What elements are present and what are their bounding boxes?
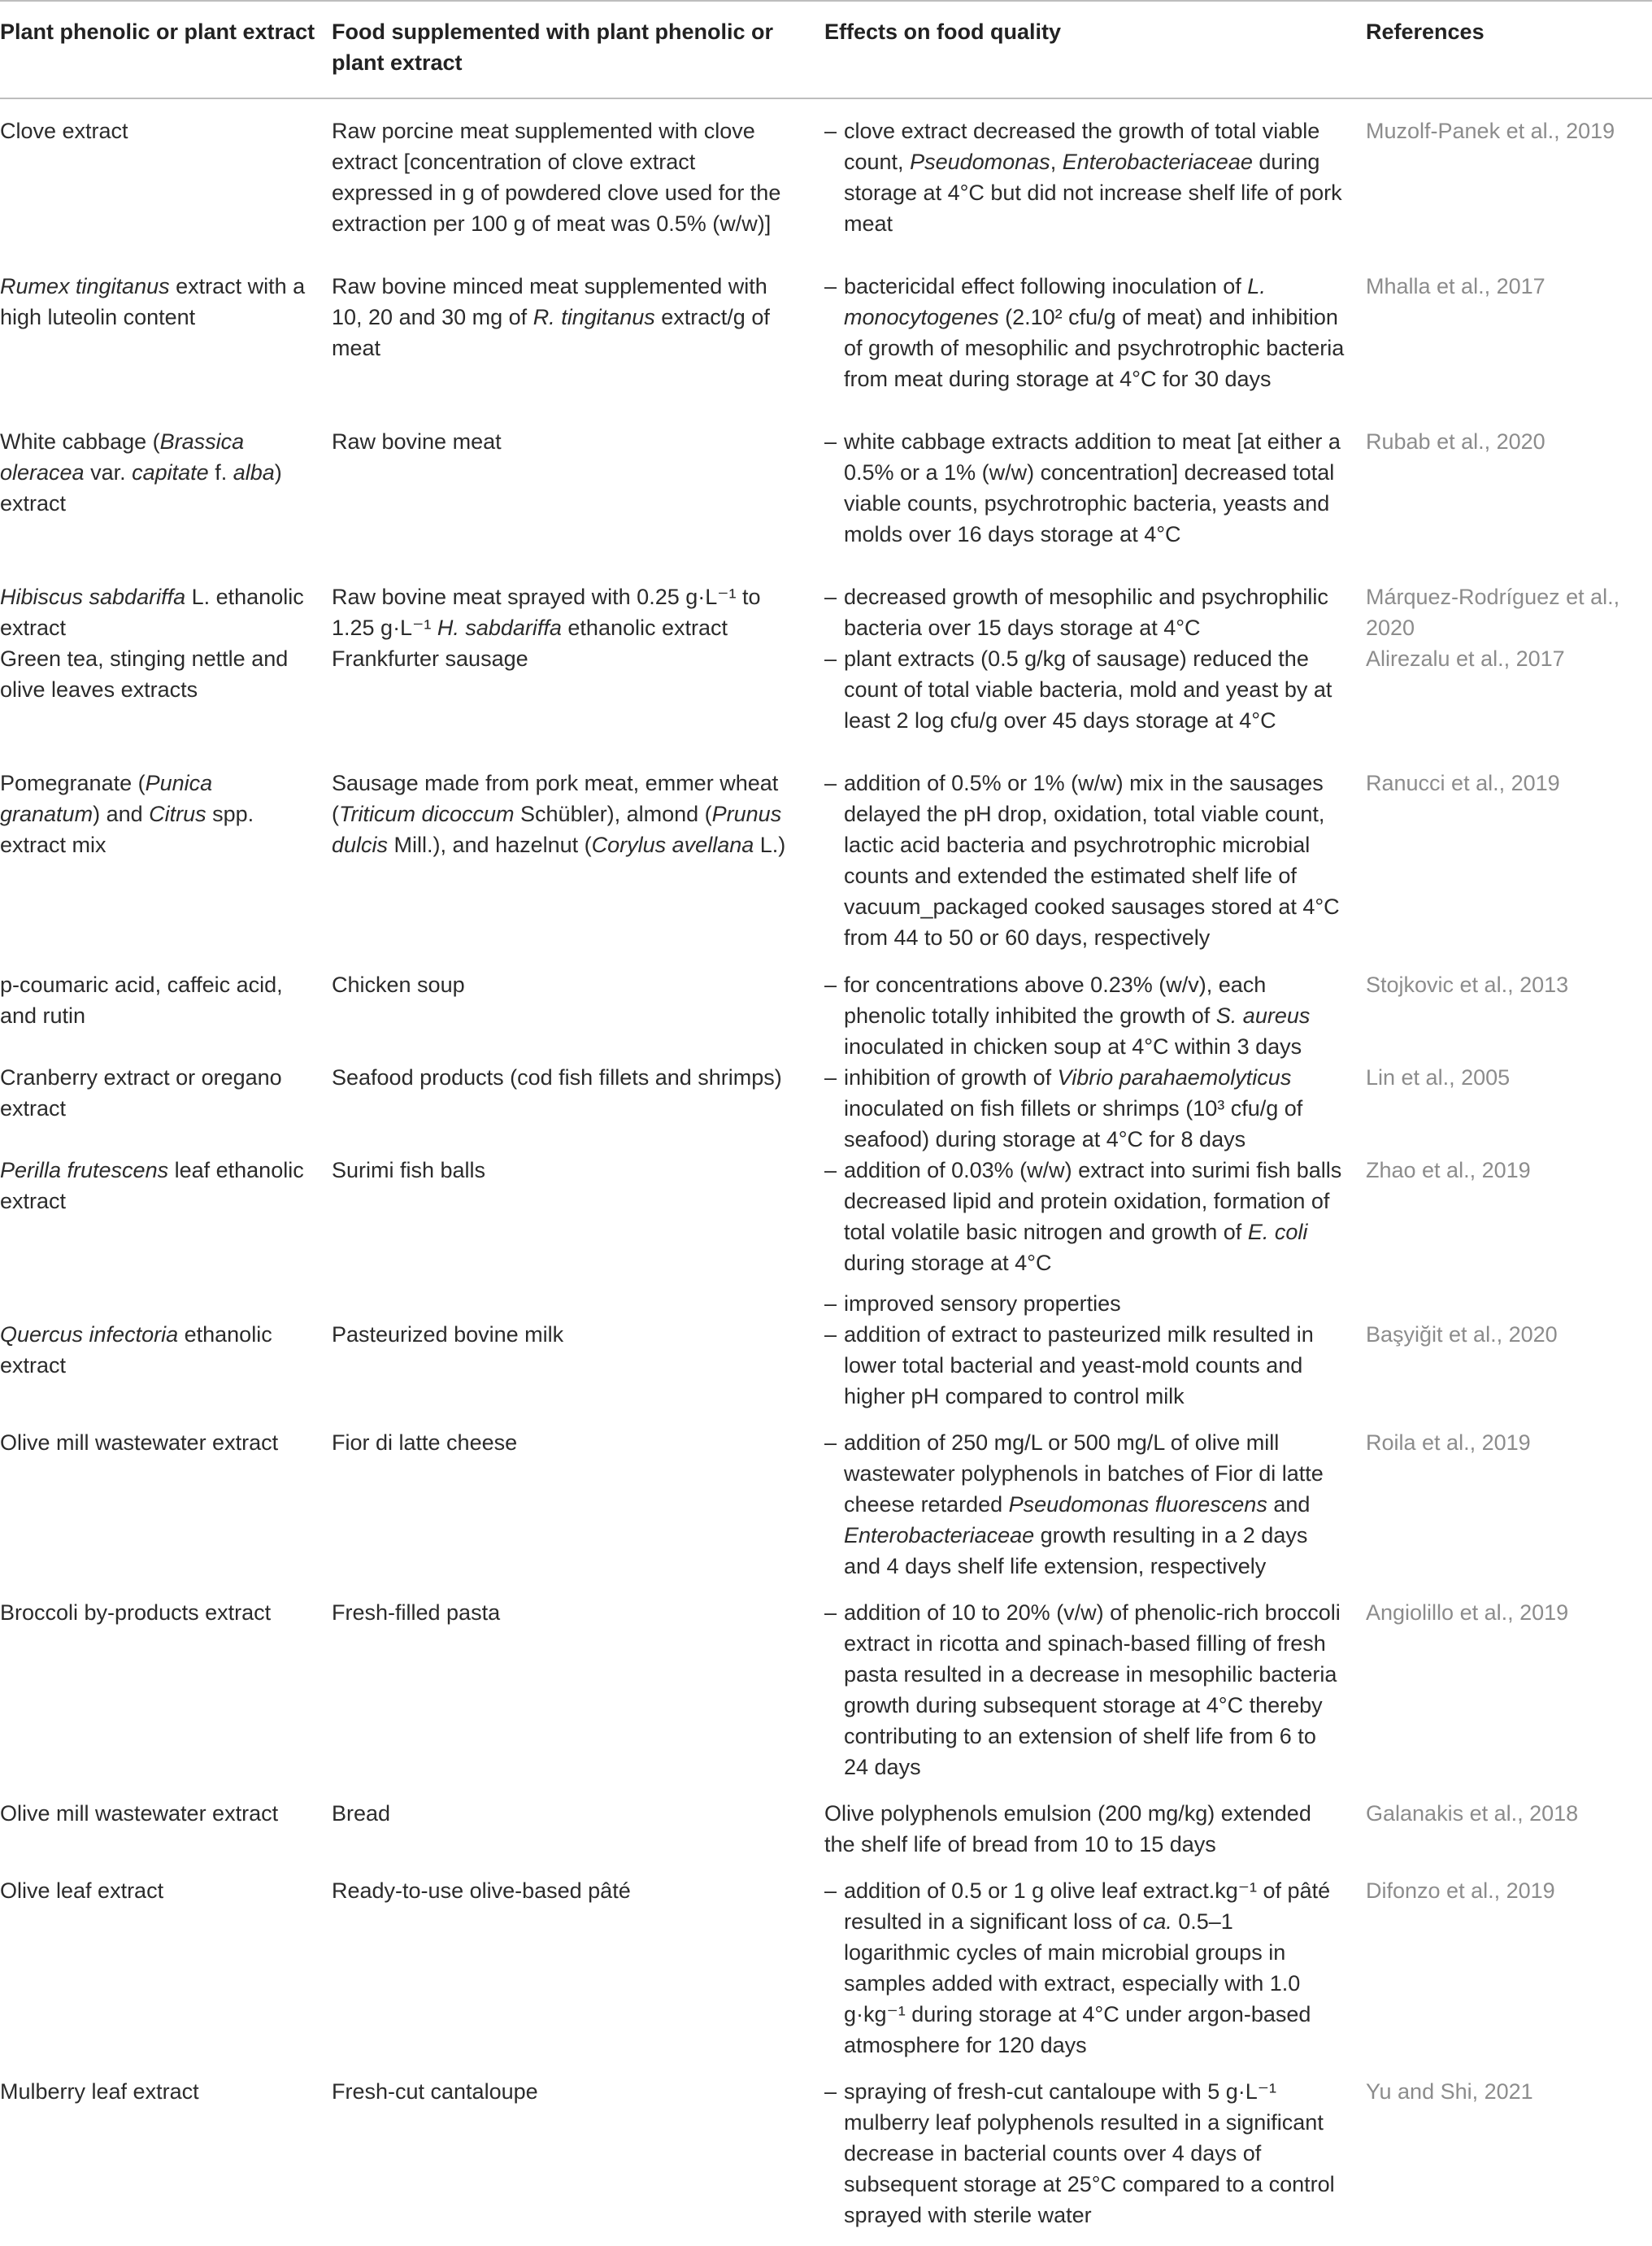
reference-cell: Roila et al., 2019 [1366,1430,1531,1455]
effects-cell: Olive polyphenols emulsion (200 mg/kg) extended the shelf life of bread from 10 to 15 days [824,1801,1311,1856]
table-row [0,98,1652,255]
extract-cell: Hibiscus sabdariffa L. ethanolic extract [0,585,304,640]
effects-cell [824,953,1345,1062]
effects-cell [824,643,1345,751]
food-cell: Seafood products (cod fish fillets and shrimps) [332,1065,782,1090]
header-extract: Plant phenolic or plant extract [0,20,315,44]
dash-marker: – [824,119,837,143]
reference-cell: Stojkovic et al., 2013 [1366,973,1569,997]
table-row [0,643,1652,751]
effect-text: spraying of fresh-cut cantaloupe with 5 g·L⁻¹ mulberry leaf polyphenols resulted in a significant decrease in bacterial counts over 4 days of subsequent storage at 25°C compared to a control sprayed with sterile water [844,2079,1335,2227]
food-cell: Ready-to-use olive-based pâté [332,1878,631,1903]
extract-cell: Perilla frutescens leaf ethanolic extract [0,1158,304,1213]
food-cell: Chicken soup [332,973,465,997]
reference-cell: Galanakis et al., 2018 [1366,1801,1579,1826]
effect-text: inhibition of growth of Vibrio parahaemolyticus inoculated on fish fillets or shrimps (10³ cfu/g of seafood) during storage at 4°C for 8 days [844,1065,1303,1151]
effect-text: decreased growth of mesophilic and psychrophilic bacteria over 15 days storage at 4°C [844,585,1328,640]
dash-marker: – [824,1158,837,1182]
reference-cell: Lin et al., 2005 [1366,1065,1511,1090]
dash-marker: – [824,1430,837,1455]
effect-text: addition of 10 to 20% (v/w) of phenolic-rich broccoli extract in ricotta and spinach-based filling of fresh pasta resulted in a decrease in mesophilic bacteria growth during subsequent storage at 4°C thereby contributing to an extension of shelf life from 6 to 24 days [844,1600,1341,1779]
reference-cell: Difonzo et al., 2019 [1366,1878,1555,1903]
reference-cell: Muzolf-Panek et al., 2019 [1366,119,1615,143]
header-food: Food supplemented with plant phenolic or plant extract [332,20,773,75]
effects-cell [824,565,1345,643]
extract-cell: Olive leaf extract [0,1878,164,1903]
food-cell: Raw bovine minced meat supplemented with 10, 20 and 30 mg of R. tingitanus extract/g of meat [332,274,770,360]
dash-marker: – [824,1878,837,1903]
table-row [0,953,1652,1062]
food-cell: Surimi fish balls [332,1158,486,1182]
table-row [0,410,1652,565]
food-cell: Sausage made from pork meat, emmer wheat (Triticum dicoccum Schübler), almond (Prunus dulcis Mill.), and hazelnut (Corylus avellana L.) [332,771,786,857]
effects-cell [824,99,1345,255]
effect-item [824,1155,1345,1278]
reference-cell: Rubab et al., 2020 [1366,429,1545,454]
extract-cell: Broccoli by-products extract [0,1600,272,1625]
table-row [0,1155,1652,1319]
effect-text: addition of 0.03% (w/w) extract into surimi fish balls decreased lipid and protein oxidation, formation of total volatile basic nitrogen and growth of E. coli during storage at 4°C [844,1158,1342,1275]
effect-text: addition of extract to pasteurized milk resulted in lower total bacterial and yeast-mold counts and higher pH compared to control milk [844,1322,1314,1408]
food-cell: Raw bovine meat [332,429,502,454]
effect-text: plant extracts (0.5 g/kg of sausage) reduced the count of total viable bacteria, mold and yeast by at least 2 log cfu/g over 45 days storage at 4°C [844,646,1332,733]
extract-cell: Olive mill wastewater extract [0,1430,279,1455]
effects-cell [824,255,1345,410]
header-effects: Effects on food quality [824,20,1062,44]
effect-text: bactericidal effect following inoculation of L. monocytogenes (2.10² cfu/g of meat) and inhibition of growth of mesophilic and psychrotrophic bacteria from meat during storage at 4°C for 30 days [844,274,1345,391]
dash-marker: – [824,973,837,997]
effects-cell [824,751,1345,953]
food-cell: Fresh-filled pasta [332,1600,501,1625]
table-row [0,1597,1652,1798]
dash-marker: – [824,1291,837,1316]
extract-cell: p-coumaric acid, caffeic acid, and rutin [0,973,283,1028]
table-header [0,1,1652,98]
table-row [0,2076,1652,2246]
dash-marker: – [824,646,837,671]
dash-marker: – [824,1065,837,1090]
extract-cell: Green tea, stinging nettle and olive leaves extracts [0,646,289,702]
reference-cell: Yu and Shi, 2021 [1366,2079,1533,2104]
effect-text: white cabbage extracts addition to meat [at either a 0.5% or a 1% (w/w) concentration] decreased total viable counts, psychrotrophic bacteria, yeasts and molds over 16 days storage at 4°C [844,429,1341,546]
dash-marker: – [824,585,837,609]
extract-cell: Olive mill wastewater extract [0,1801,279,1826]
effects-cell [824,410,1345,565]
reference-cell: Zhao et al., 2019 [1366,1158,1531,1182]
reference-cell: Angiolillo et al., 2019 [1366,1600,1569,1625]
dash-marker: – [824,771,837,795]
table-row [0,1062,1652,1155]
reference-cell: Mhalla et al., 2017 [1366,274,1545,298]
extract-cell: Quercus infectoria ethanolic extract [0,1322,272,1378]
dash-marker: – [824,274,837,298]
table-row [0,1427,1652,1597]
effect-item [824,1288,1345,1319]
effects-cell [824,1875,1345,2076]
food-cell: Raw porcine meat supplemented with clove extract [concentration of clove extract expressed in g of powdered clove used for the extraction per 100 g of meat was 0.5% (w/w)] [332,119,781,236]
dash-marker: – [824,1600,837,1625]
food-cell: Raw bovine meat sprayed with 0.25 g·L⁻¹ to 1.25 g·L⁻¹ H. sabdariffa ethanolic extract [332,585,761,640]
effects-cell [824,1597,1345,1798]
table-row [0,1798,1652,1875]
effect-text: addition of 0.5 or 1 g olive leaf extract.kg⁻¹ of pâté resulted in a significant loss of ca. 0.5–1 logarithmic cycles of main microbial groups in samples added with extract, especially with 1.0 g·kg⁻¹ during storage at 4°C under argon-based atmosphere for 120 days [844,1878,1331,2057]
extract-cell: Cranberry extract or oregano extract [0,1065,282,1121]
food-cell: Frankfurter sausage [332,646,528,671]
table-row [0,751,1652,953]
reference-cell: Alirezalu et al., 2017 [1366,646,1565,671]
table-row [0,565,1652,643]
effects-cell [824,2076,1345,2246]
dash-marker: – [824,429,837,454]
extract-cell: White cabbage (Brassica oleracea var. capitate f. alba) extract [0,429,282,516]
reference-cell: Başyiğit et al., 2020 [1366,1322,1558,1347]
table-row [0,255,1652,410]
effects-cell [824,1062,1345,1155]
effects-cell [824,1427,1345,1597]
effect-text: clove extract decreased the growth of total viable count, Pseudomonas, Enterobacteriaceae during storage at 4°C but did not increase shelf life of pork meat [844,119,1342,236]
reference-cell: Márquez-Rodríguez et al., 2020 [1366,585,1620,640]
effect-text: addition of 250 mg/L or 500 mg/L of olive mill wastewater polyphenols in batches of Fior di latte cheese retarded Pseudomonas fluorescens and Enterobacteriaceae growth resulting in a 2 days and 4 days shelf life extension, respectively [844,1430,1324,1578]
food-cell: Pasteurized bovine milk [332,1322,564,1347]
table-row [0,1875,1652,2076]
food-cell: Fior di latte cheese [332,1430,518,1455]
effects-cell [824,1155,1345,1319]
header-references: References [1366,20,1485,44]
table-row [0,1319,1652,1427]
table-body [0,98,1652,2246]
effect-text: improved sensory properties [844,1291,1121,1316]
food-cell: Fresh-cut cantaloupe [332,2079,538,2104]
food-cell: Bread [332,1801,391,1826]
dash-marker: – [824,2079,837,2104]
effect-text: for concentrations above 0.23% (w/v), each phenolic totally inhibited the growth of S. aureus inoculated in chicken soup at 4°C within 3 days [844,973,1311,1059]
effects-cell [824,1319,1345,1427]
reference-cell: Ranucci et al., 2019 [1366,771,1560,795]
extract-cell: Clove extract [0,119,128,143]
extract-cell: Rumex tingitanus extract with a high luteolin content [0,274,306,329]
dash-marker: – [824,1322,837,1347]
extract-cell: Pomegranate (Punica granatum) and Citrus spp. extract mix [0,771,254,857]
effect-text: addition of 0.5% or 1% (w/w) mix in the sausages delayed the pH drop, oxidation, total viable count, lactic acid bacteria and psychrotrophic microbial counts and extended the estimated shelf life of vacuum_packaged cooked sausages stored at 4°C from 44 to 50 or 60 days, respectively [844,771,1340,950]
header-row [0,1,1652,98]
extract-cell: Mulberry leaf extract [0,2079,199,2104]
